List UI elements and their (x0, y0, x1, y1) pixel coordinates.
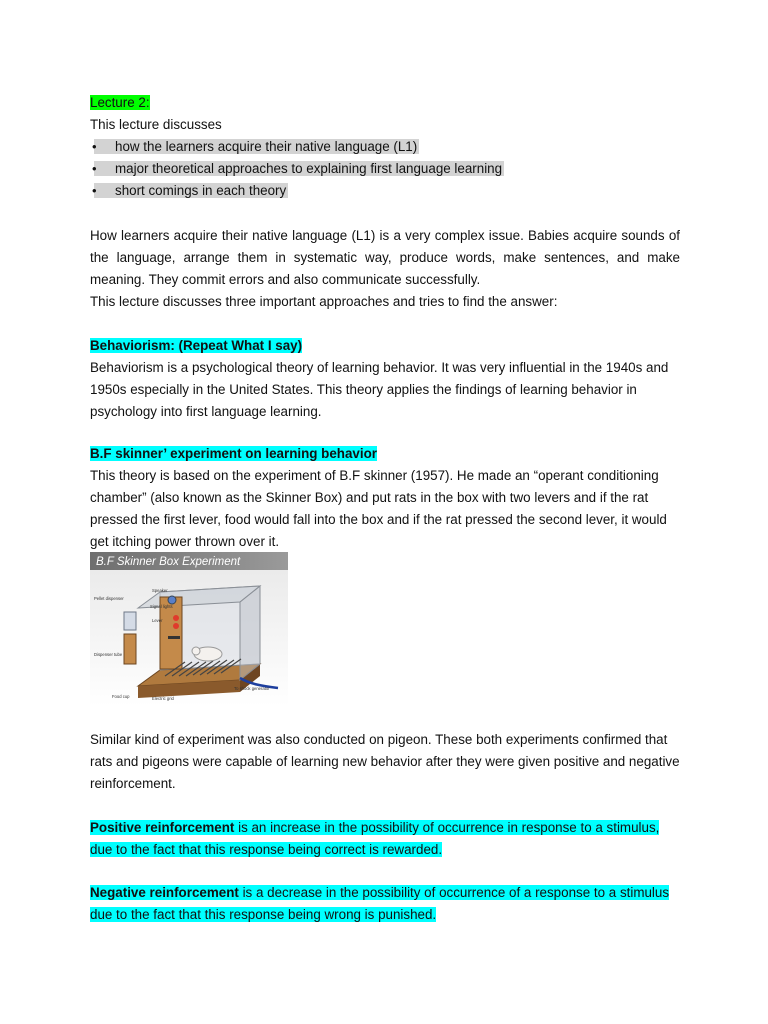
dispenser-tube-icon (124, 634, 136, 664)
pellet-dispenser-icon (124, 612, 136, 630)
signal-lights-label: Signal lights (150, 604, 173, 609)
speaker-label: Speaker (152, 588, 168, 593)
topic-text: short comings in each theory (115, 183, 287, 198)
dispenser-tube-label: Dispenser tube (94, 652, 123, 657)
lecture-intro: This lecture discusses (90, 117, 222, 132)
electric-grid-label: Electric grid (152, 696, 174, 701)
speaker-icon (168, 596, 176, 604)
bullet-icon: • (92, 183, 97, 198)
positive-reinforcement-paragraph (90, 817, 680, 861)
intro-paragraph: How learners acquire their native language (L1) is a very complex issue. Babies acquire sounds of the language, arrange them in systematic way, produce words, make sentences, and make meaning. They commit errors and also communicate successfully. (90, 228, 680, 287)
list-item (90, 158, 504, 180)
shock-generator-label: To shock generator (234, 686, 270, 691)
signal-light-icon (173, 623, 179, 629)
lecture-title: Lecture 2: (90, 95, 150, 110)
approaches-sentence: This lecture discusses three important approaches and tries to find the answer: (90, 294, 558, 309)
food-cup-label: Food cup (112, 694, 130, 699)
negative-reinforcement-term: Negative reinforcement (90, 885, 239, 900)
bullet-icon: • (92, 139, 97, 154)
topics-list (90, 136, 504, 202)
skinner-box-illustration (90, 552, 288, 706)
skinner-heading: B.F skinner’ experiment on learning behavior (90, 446, 377, 461)
skinner-paragraph: This theory is based on the experiment of B.F skinner (1957). He made an “operant conditioning chamber” (also known as the Skinner Box) and put rats in the box with two levers and if the rat pressed the first lever, food would fall into the box and if the rat pressed the second lever, it would get itching power thrown over it. (90, 468, 667, 549)
behaviorism-heading-line (90, 335, 680, 357)
lever-label: Lever (152, 618, 163, 623)
positive-reinforcement-definition: is an increase in the possibility of occurrence in response to a stimulus, due to the fact that this response being correct is rewarded. (90, 820, 660, 857)
lecture-title-line (90, 92, 680, 114)
negative-reinforcement-definition: is a decrease in the possibility of occurrence of a response to a stimulus due to the fact that this response being wrong is punished. (90, 885, 670, 922)
skinner-box-figure (90, 552, 288, 706)
list-item (90, 136, 504, 158)
pigeon-paragraph: Similar kind of experiment was also conducted on pigeon. These both experiments confirmed that rats and pigeons were capable of learning new behavior after they were given positive and negative reinforcement. (90, 732, 680, 791)
lever-icon (168, 636, 180, 639)
signal-light-icon (173, 615, 179, 621)
bullet-icon: • (92, 161, 97, 176)
box-side-wall (240, 586, 260, 680)
topic-text: major theoretical approaches to explaining first language learning (115, 161, 503, 176)
pellet-dispenser-label: Pellet dispenser (94, 596, 124, 601)
negative-reinforcement-paragraph (90, 882, 680, 926)
skinner-heading-line (90, 443, 680, 465)
positive-reinforcement-term: Positive reinforcement (90, 820, 235, 835)
figure-title: B.F Skinner Box Experiment (96, 556, 241, 568)
topic-text: how the learners acquire their native language (L1) (115, 139, 418, 154)
list-item (90, 180, 504, 202)
behaviorism-heading: Behaviorism: (Repeat What I say) (90, 338, 303, 353)
behaviorism-paragraph: Behaviorism is a psychological theory of learning behavior. It was very influential in the 1940s and 1950s especially in the United States. This theory applies the findings of learning behavior in psychology into first language learning. (90, 360, 669, 419)
